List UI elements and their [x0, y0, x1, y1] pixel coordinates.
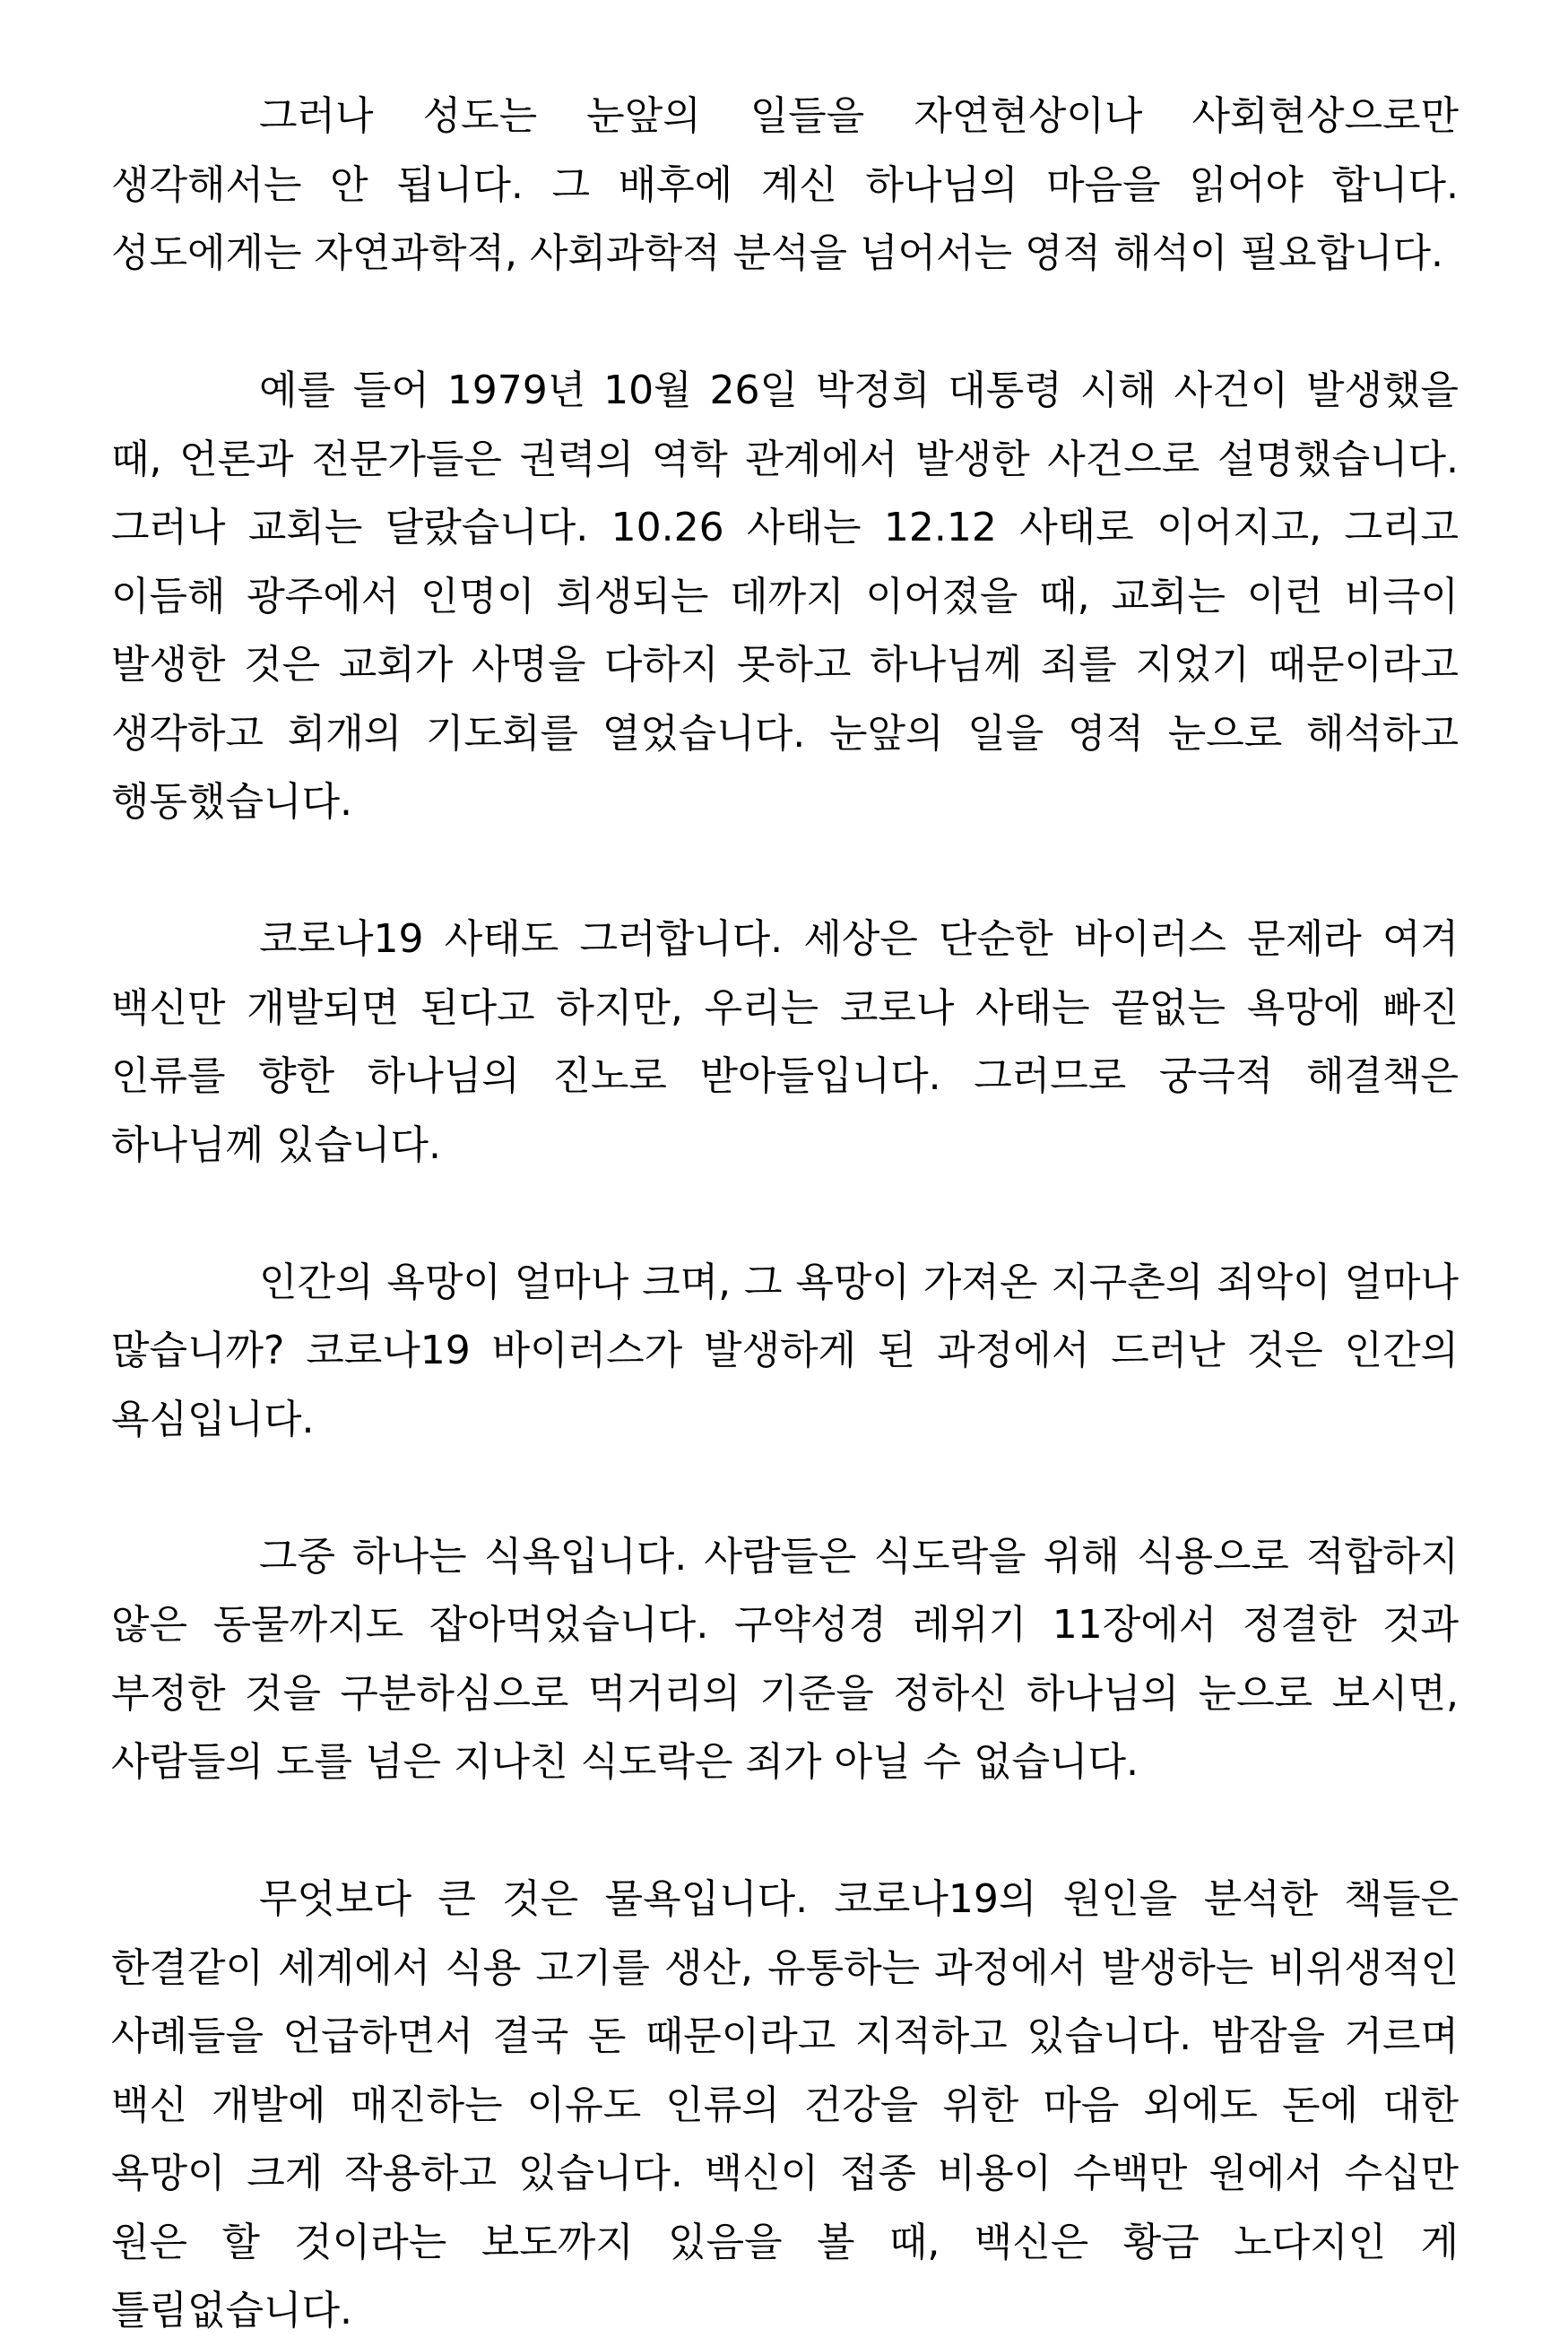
- paragraph-material-greed: 무엇보다 큰 것은 물욕입니다. 코로나19의 원인을 분석한 책들은 한결같이 세계에서 식용 고기를 생산, 유통하는 과정에서 발생하는 비위생적인 사례들을 언급하면서 결국 돈 때문이라고 지적하고 있습니다. 밤잠을 거르며 백신 개발에 매진하는 이유도 인류의 건강을 위한 마음 외에도 돈에 대한 욕망이 크게 작용하고 있습니다. 백신이 접종 비용이 수백만 원에서 수십만 원은 할 것이라는 보도까지 있음을 볼 때, 백신은 황금 노다지인 게 틀림없습니다.: [111, 1876, 1459, 2333]
- paragraph-human-greed: 인간의 욕망이 얼마나 크며, 그 욕망이 가져온 지구촌의 죄악이 얼마나 많습니까? 코로나19 바이러스가 발생하게 된 과정에서 드러난 것은 인간의 욕심입니다.: [111, 1259, 1459, 1442]
- paragraph-1979-example: 예를 들어 1979년 10월 26일 박정희 대통령 시해 사건이 발생했을 때, 언론과 전문가들은 권력의 역학 관계에서 발생한 사건으로 설명했습니다. 그러나 교회는 달랐습니다. 10.26 사태는 12.12 사태로 이어지고, 그리고 이듬해 광주에서 인명이 희생되는 데까지 이어졌을 때, 교회는 이런 비극이 발생한 것은 교회가 사명을 다하지 못하고 하나님께 죄를 지었기 때문이라고 생각하고 회개의 기도회를 열었습니다. 눈앞의 일을 영적 눈으로 해석하고 행동했습니다.: [111, 368, 1459, 825]
- paragraph-gluttony: 그중 하나는 식욕입니다. 사람들은 식도락을 위해 식용으로 적합하지 않은 동물까지도 잡아먹었습니다. 구약성경 레위기 11장에서 정결한 것과 부정한 것을 구분하심으로 먹거리의 기준을 정하신 하나님의 눈으로 보시면, 사람들의 도를 넘은 지나친 식도락은 죄가 아닐 수 없습니다.: [111, 1533, 1459, 1785]
- paragraph-spiritual-interpretation: 그러나 성도는 눈앞의 일들을 자연현상이나 사회현상으로만 생각해서는 안 됩니다. 그 배후에 계신 하나님의 마음을 읽어야 합니다. 성도에게는 자연과학적, 사회과학적 분석을 넘어서는 영적 해석이 필요합니다.: [111, 93, 1459, 276]
- paragraph-covid-crisis: 코로나19 사태도 그러합니다. 세상은 단순한 바이러스 문제라 여겨 백신만 개발되면 된다고 하지만, 우리는 코로나 사태는 끝없는 욕망에 빠진 인류를 향한 하나님의 진노로 받아들입니다. 그러므로 궁극적 해결책은 하나님께 있습니다.: [111, 916, 1459, 1168]
- document-body: [111, 82, 1459, 2346]
